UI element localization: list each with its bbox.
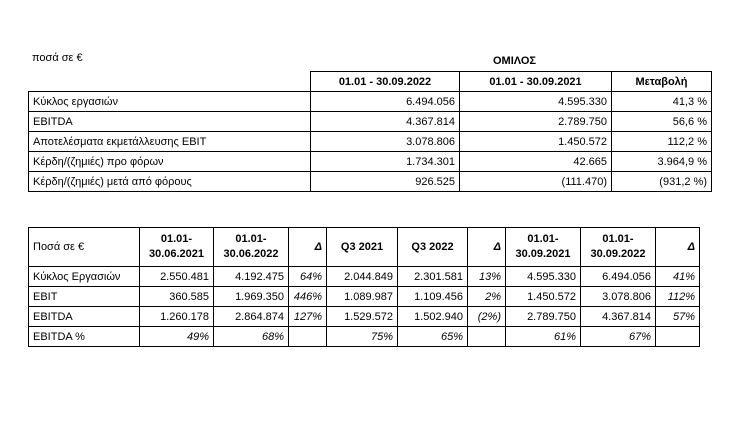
value-cell: 360.585 (140, 287, 214, 307)
delta-cell: 41% (656, 267, 700, 287)
column-header: 01.01- 30.06.2021 (140, 228, 214, 267)
value-cell: 75% (327, 327, 398, 347)
table-header-row (29, 72, 712, 92)
value-cell: 926.525 (311, 172, 460, 192)
value-cell: 2.789.750 (506, 307, 581, 327)
value-cell: 3.078.806 (311, 132, 460, 152)
row-label: EBITDA (29, 307, 140, 327)
value-cell: 2.550.481 (140, 267, 214, 287)
row-label: Κέρδη/(ζημιές) προ φόρων (29, 152, 311, 172)
change-cell: 41,3 % (612, 92, 712, 112)
value-cell: 4.595.330 (506, 267, 581, 287)
row-label: Κύκλος Εργασιών (29, 267, 140, 287)
table-row (29, 112, 712, 132)
delta-cell: 446% (289, 287, 327, 307)
value-cell: 65% (398, 327, 468, 347)
value-cell: 61% (506, 327, 581, 347)
column-header: Q3 2021 (327, 228, 398, 267)
value-cell: 2.864.874 (214, 307, 289, 327)
value-cell: 68% (214, 327, 289, 347)
table-row (29, 307, 700, 327)
value-cell: 1.502.940 (398, 307, 468, 327)
group-title: ΟΜΙΛΟΣ (493, 55, 536, 67)
column-header: 01.01- 30.09.2021 (506, 228, 581, 267)
column-header: 01.01- 30.06.2022 (214, 228, 289, 267)
table-row (29, 172, 712, 192)
column-header: 01.01 - 30.09.2022 (311, 72, 460, 92)
value-cell: 2.789.750 (460, 112, 612, 132)
table-row (29, 327, 700, 347)
value-cell: 49% (140, 327, 214, 347)
column-header: Μεταβολή (612, 72, 712, 92)
column-header: 01.01 - 30.09.2021 (460, 72, 612, 92)
delta-cell: 127% (289, 307, 327, 327)
change-cell: (931,2 %) (612, 172, 712, 192)
delta-cell: (2%) (468, 307, 506, 327)
delta-cell (289, 327, 327, 347)
change-cell: 3.964,9 % (612, 152, 712, 172)
value-cell: 6.494.056 (311, 92, 460, 112)
row-label: Αποτελέσματα εκμετάλλευσης EBIT (29, 132, 311, 152)
value-cell: 1.969.350 (214, 287, 289, 307)
delta-cell: 2% (468, 287, 506, 307)
value-cell: 4.192.475 (214, 267, 289, 287)
column-header: Q3 2022 (398, 228, 468, 267)
value-cell: 2.301.581 (398, 267, 468, 287)
delta-cell: 13% (468, 267, 506, 287)
value-cell: 4.367.814 (581, 307, 656, 327)
delta-cell: 57% (656, 307, 700, 327)
value-cell: 1.109.456 (398, 287, 468, 307)
change-cell: 112,2 % (612, 132, 712, 152)
value-cell: 42.665 (460, 152, 612, 172)
column-header: 01.01- 30.09.2022 (581, 228, 656, 267)
value-cell: 1.529.572 (327, 307, 398, 327)
value-cell: (111.470) (460, 172, 612, 192)
delta-header: Δ (289, 228, 327, 267)
table-row (29, 92, 712, 112)
delta-cell: 64% (289, 267, 327, 287)
value-cell: 4.367.814 (311, 112, 460, 132)
value-cell: 1.450.572 (460, 132, 612, 152)
period-comparison-table (28, 227, 700, 347)
table-header-row (29, 228, 700, 267)
delta-header: Δ (656, 228, 700, 267)
value-cell: 1.260.178 (140, 307, 214, 327)
table-row (29, 287, 700, 307)
delta-cell (468, 327, 506, 347)
row-label: Κέρδη/(ζημιές) μετά από φόρους (29, 172, 311, 192)
row-label: EBIT (29, 287, 140, 307)
row-label: Κύκλος εργασιών (29, 92, 311, 112)
value-cell: 2.044.849 (327, 267, 398, 287)
value-cell: 6.494.056 (581, 267, 656, 287)
change-cell: 56,6 % (612, 112, 712, 132)
amounts-caption: ποσά σε € (32, 52, 83, 64)
value-cell: 1.089.987 (327, 287, 398, 307)
table-row (29, 152, 712, 172)
amounts-caption-cell: Ποσά σε € (29, 228, 140, 267)
value-cell: 67% (581, 327, 656, 347)
value-cell: 4.595.330 (460, 92, 612, 112)
table-row (29, 132, 712, 152)
value-cell: 3.078.806 (581, 287, 656, 307)
value-cell: 1.450.572 (506, 287, 581, 307)
group-results-table (28, 71, 712, 192)
row-label: EBITDA % (29, 327, 140, 347)
delta-header: Δ (468, 228, 506, 267)
delta-cell: 112% (656, 287, 700, 307)
empty-header-cell (29, 72, 311, 92)
table-row (29, 267, 700, 287)
value-cell: 1.734.301 (311, 152, 460, 172)
row-label: EBITDA (29, 112, 311, 132)
delta-cell (656, 327, 700, 347)
